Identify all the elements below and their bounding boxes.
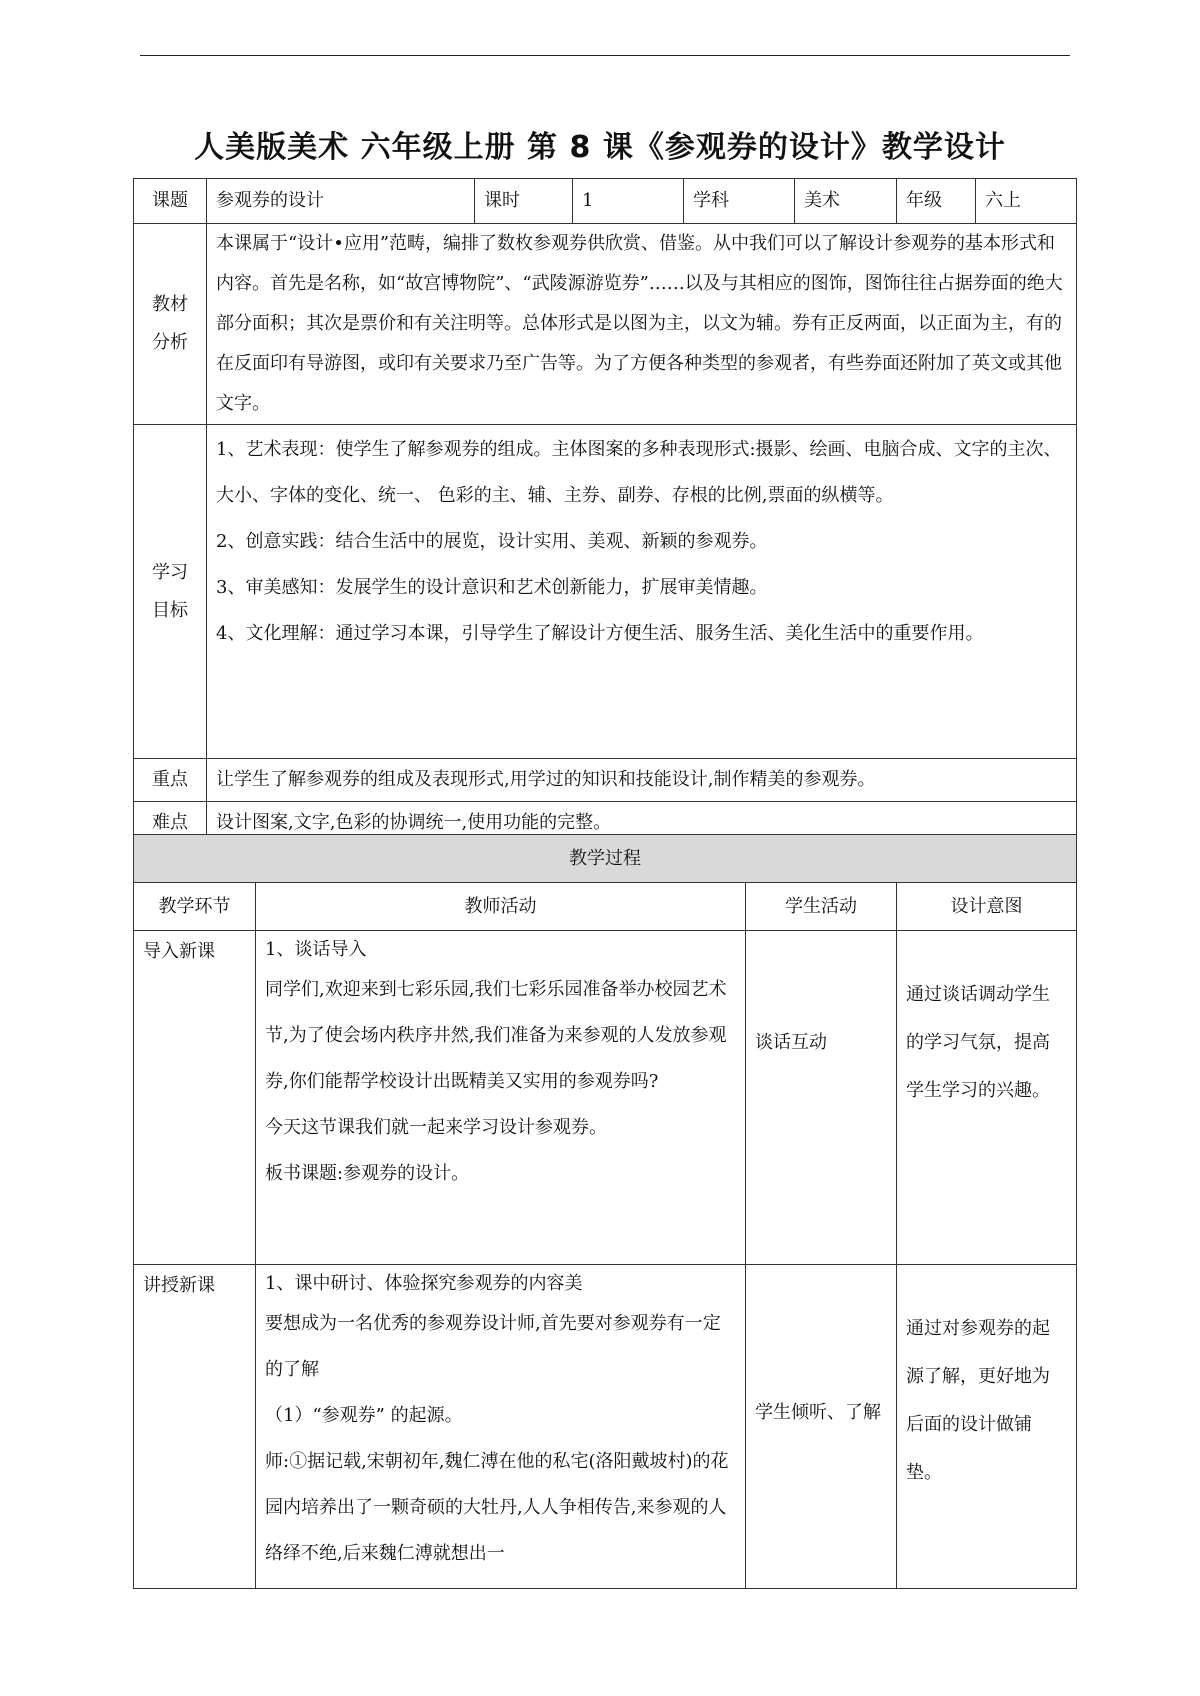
- header-teacher: 教师活动: [256, 883, 746, 931]
- header-rule: [140, 55, 1070, 56]
- goal-item: 3、审美感知：发展学生的设计意识和艺术创新能力，扩展审美情趣。: [216, 577, 768, 598]
- hours-label: 课时: [475, 179, 573, 224]
- info-table: [133, 178, 1077, 845]
- goals-list: [207, 425, 1077, 759]
- key-point-text: 让学生了解参观券的组成及表现形式,用学过的知识和技能设计,制作精美的参观券。: [207, 759, 1077, 802]
- topic-value: 参观券的设计: [207, 179, 475, 224]
- hours-value: 1: [573, 179, 684, 224]
- teacher-line: 1、课中研讨、体验探究参观券的内容美: [265, 1273, 583, 1294]
- process-banner: 教学过程: [134, 835, 1077, 883]
- analysis-label: 教材分析: [134, 224, 207, 425]
- key-point-label: 重点: [134, 759, 207, 802]
- goal-item: 4、文化理解：通过学习本课，引导学生了解设计方便生活、服务生活、美化生活中的重要作用。: [216, 623, 984, 644]
- teacher-line: 师:①据记载,宋朝初年,魏仁溥在他的私宅(洛阳戴坡村)的花园内培养出了一颗奇硕的大牡丹,人人争相传告,来参观的人络绎不绝,后来魏仁溥就想出一: [265, 1451, 729, 1564]
- process-row-teach: [134, 1265, 1077, 1589]
- header-stage: 教学环节: [134, 883, 256, 931]
- document-title: 人美版美术 六年级上册 第 8 课《参观券的设计》教学设计: [194, 130, 1006, 165]
- process-banner-row: [134, 835, 1077, 883]
- subject-value: 美术: [795, 179, 897, 224]
- header-intent: 设计意图: [897, 883, 1077, 931]
- teacher-line: 要想成为一名优秀的参观券设计师,首先要对参观券有一定的了解: [265, 1313, 721, 1380]
- teacher-activity: [256, 931, 746, 1265]
- goal-item: 2、创意实践：结合生活中的展览，设计实用、美观、新颖的参观券。: [216, 531, 768, 552]
- design-intent: 通过对参观券的起源了解，更好地为后面的设计做铺垫。: [897, 1265, 1077, 1589]
- design-intent: 通过谈话调动学生的学习气氛，提高学生学习的兴趣。: [897, 931, 1077, 1265]
- info-row: [134, 179, 1077, 224]
- student-activity: 学生倾听、了解: [746, 1265, 897, 1589]
- key-point-row: [134, 759, 1077, 802]
- student-activity: 谈话互动: [746, 931, 897, 1265]
- stage-cell: 讲授新课: [134, 1265, 256, 1589]
- teacher-line: 板书课题:参观券的设计。: [265, 1163, 470, 1184]
- stage-cell: 导入新课: [134, 931, 256, 1265]
- goal-item: 1、艺术表现：使学生了解参观券的组成。主体图案的多种表现形式:摄影、绘画、电脑合成、文字的主次、大小、字体的变化、统一、 色彩的主、辅、主券、副券、存根的比例,票面的纵横等。: [216, 439, 1062, 506]
- analysis-text: 本课属于“设计•应用”范畴，编排了数枚参观券供欣赏、借鉴。从中我们可以了解设计参观券的基本形式和内容。首先是名称，如“故宫博物院”、“武陵源游览券”……以及与其相应的图饰，图饰往往占据券面的绝大部分面积；其次是票价和有关注明等。总体形式是以图为主，以文为辅。券有正反两面，以正面为主，有的在反面印有导游图，或印有关要求乃至广告等。为了方便各种类型的参观者，有些券面还附加了英文或其他文字。: [207, 224, 1077, 425]
- teacher-line: （1）“参观券” 的起源。: [265, 1405, 463, 1426]
- process-header-row: [134, 883, 1077, 931]
- grade-value: 六上: [976, 179, 1077, 224]
- goals-label: 学习目标: [134, 425, 207, 759]
- difficulty-label: 难点: [134, 802, 207, 845]
- teacher-line: 同学们,欢迎来到七彩乐园,我们七彩乐园准备举办校园艺术节,为了使会场内秩序井然,我们准备为来参观的人发放参观券,你们能帮学校设计出既精美又实用的参观券吗?: [265, 979, 727, 1092]
- goals-row: [134, 425, 1077, 759]
- process-row-intro: [134, 931, 1077, 1265]
- grade-label: 年级: [897, 179, 976, 224]
- analysis-row: [134, 224, 1077, 425]
- teacher-line: 1、谈话导入: [265, 939, 367, 960]
- teacher-activity: [256, 1265, 746, 1589]
- process-table: [133, 834, 1077, 1589]
- topic-label: 课题: [134, 179, 207, 224]
- difficulty-text: 设计图案,文字,色彩的协调统一,使用功能的完整。: [207, 802, 1077, 845]
- teacher-line: 今天这节课我们就一起来学习设计参观券。: [265, 1117, 607, 1138]
- header-student: 学生活动: [746, 883, 897, 931]
- subject-label: 学科: [684, 179, 795, 224]
